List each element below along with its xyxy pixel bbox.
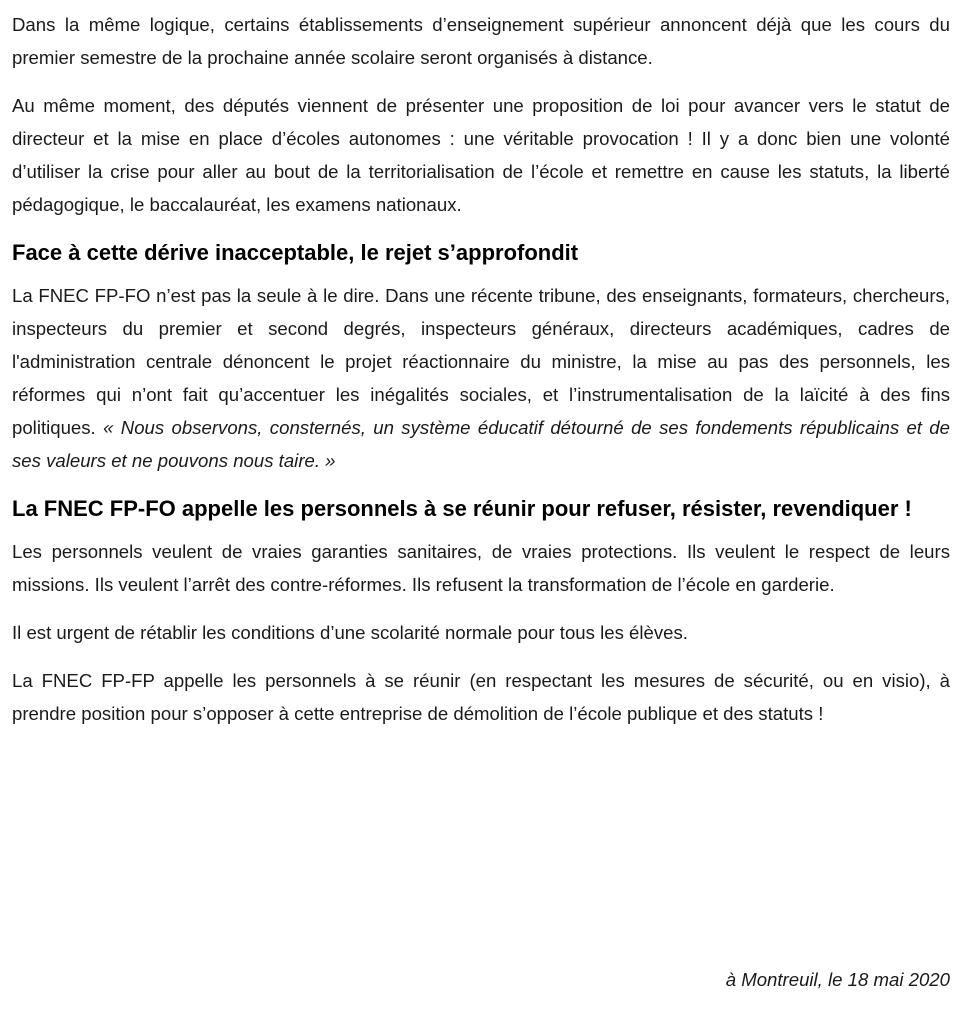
paragraph-intro-2: Au même moment, des députés viennent de présenter une proposition de loi pour avancer vers le statut de directeur et la mise en place d’écoles autonomes : une véritable provocation ! Il y a donc bien une volonté d’utiliser la crise pour aller au bout de la territorialisation de l’école et remettre en cause les statuts, la liberté pédagogique, le baccalauréat, les examens nationaux. xyxy=(12,95,950,215)
tribune-quote: « Nous observons, consternés, un système éducatif détourné de ses fondements républicains et de ses valeurs et ne pouvons nous taire. » xyxy=(12,417,950,471)
heading-appel: La FNEC FP-FO appelle les personnels à se réunir pour refuser, résister, revendiquer ! xyxy=(12,496,912,521)
paragraph-personnels: Les personnels veulent de vraies garanties sanitaires, de vraies protections. Ils veulent le respect de leurs missions. Ils veulent l’arrêt des contre-réformes. Ils refusent la transformation de l’école en garderie. xyxy=(12,541,950,595)
paragraph-tribune xyxy=(12,279,950,477)
tribune-text: La FNEC FP-FO n’est pas la seule à le dire. Dans une récente tribune, des enseignants, formateurs, chercheurs, inspecteurs du premier et second degrés, inspecteurs généraux, directeurs académiques, cadres de l'administration centrale dénoncent le projet réactionnaire du ministre, la mise au pas des personnels, les réformes qui n’ont fait qu’accentuer les inégalités sociales, et l’instrumentalisation de la laïcité à des fins politiques. xyxy=(12,285,950,438)
paragraph-appel-reunion: La FNEC FP-FP appelle les personnels à se réunir (en respectant les mesures de sécurité, ou en visio), à prendre position pour s’opposer à cette entreprise de démolition de l’école publique et des statuts ! xyxy=(12,670,950,724)
paragraph-intro-1: Dans la même logique, certains établissements d’enseignement supérieur annoncent déjà que les cours du premier semestre de la prochaine année scolaire seront organisés à distance. xyxy=(12,14,950,68)
signature-date-place: à Montreuil, le 18 mai 2020 xyxy=(725,969,950,990)
document-body xyxy=(12,8,950,745)
paragraph-urgence: Il est urgent de rétablir les conditions d’une scolarité normale pour tous les élèves. xyxy=(12,622,688,643)
heading-rejet: Face à cette dérive inacceptable, le rejet s’approfondit xyxy=(12,240,579,265)
